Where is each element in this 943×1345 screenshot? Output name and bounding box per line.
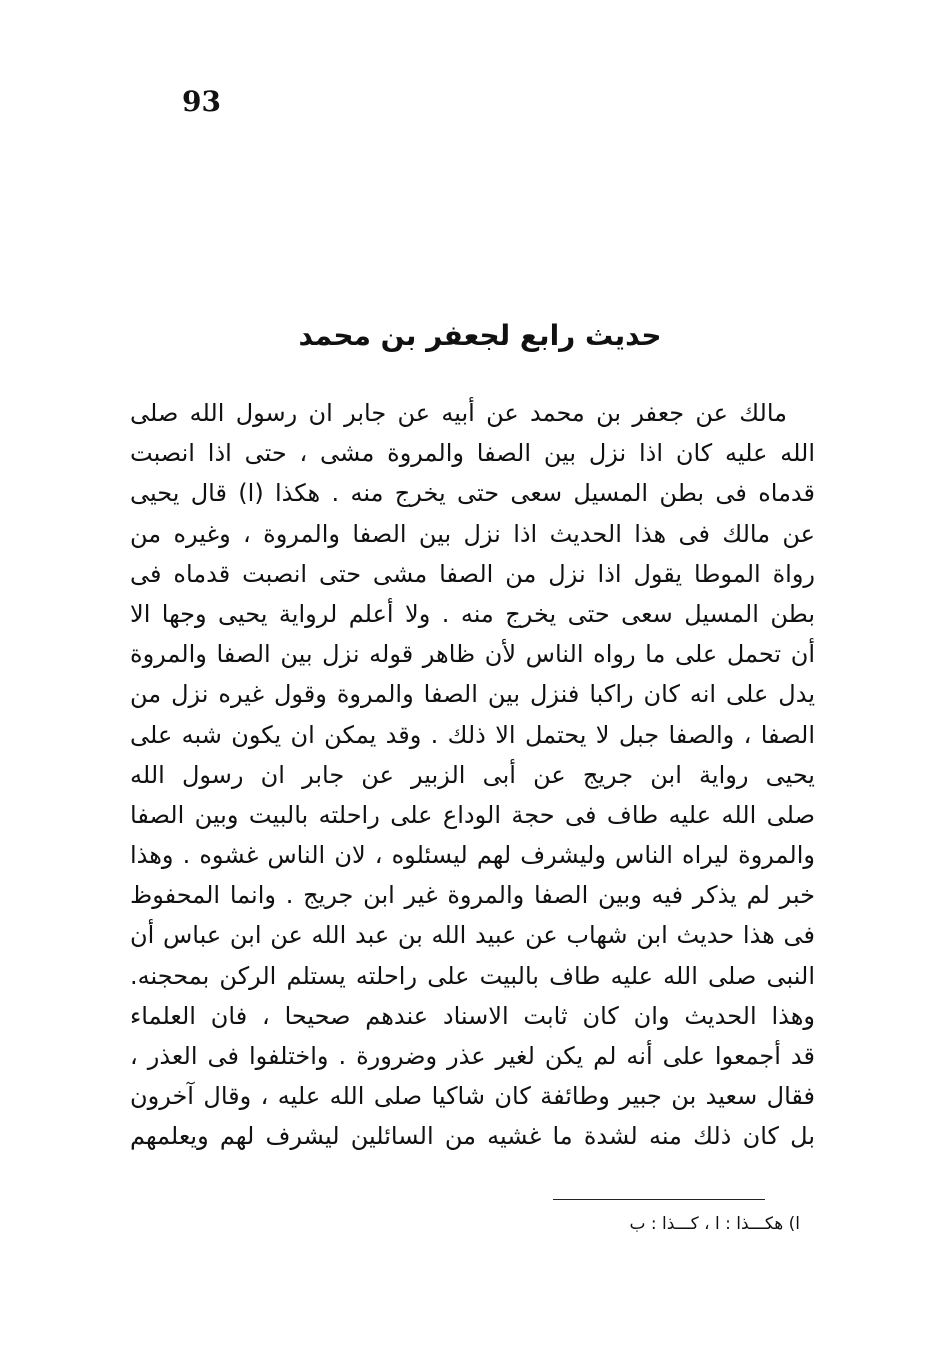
text-line: بل كان ذلك منه لشدة ما غشيه من السائلين ليشرف لهم ويعلمهم [130, 1122, 815, 1151]
text-line: الصفا ، والصفا جبل لا يحتمل الا ذلك . وقد يمكن ان يكون شبه على [130, 720, 815, 749]
text-line: فى هذا حديث ابن شهاب عن عبيد الله بن عبد الله عن ابن عباس أن [130, 921, 815, 950]
page-number: 93 [182, 85, 221, 118]
text-line: قد أجمعوا على أنه لم يكن لغير عذر وضرورة . واختلفوا فى العذر ، [130, 1042, 815, 1070]
text-line: وهذا الحديث وان كان ثابت الاسناد عندهم صحيحا ، فان العلماء [130, 1001, 815, 1030]
text-line: خبر لم يذكر فيه وبين الصفا والمروة غير ابن جريج . وانما المحفوظ [130, 881, 815, 910]
footnote: ا) هكـــذا : ا ، كـــذا : ب [629, 1214, 800, 1234]
footnote-divider [553, 1199, 765, 1200]
body-text [130, 393, 815, 1157]
text-line: الله عليه كان اذا نزل بين الصفا والمروة مشى ، حتى اذا انصبت [130, 439, 815, 468]
text-line: قدماه فى بطن المسيل سعى حتى يخرج منه . هكذا (ا) قال يحيى [130, 479, 815, 508]
text-line: صلى الله عليه طاف فى حجة الوداع على راحلته بالبيت وبين الصفا [130, 800, 815, 829]
text-line: يدل على انه كان راكبا فنزل بين الصفا والمروة وقول غيره نزل من [130, 680, 815, 709]
text-line: رواة الموطا يقول اذا نزل من الصفا مشى حتى انصبت قدماه فى [130, 559, 815, 588]
text-line: النبى صلى الله عليه طاف بالبيت على راحلته يستلم الركن بمحجنه. [130, 961, 815, 990]
text-line: أن تحمل على ما رواه الناس لأن ظاهر قوله نزل بين الصفا والمروة [130, 640, 815, 669]
text-line: يحيى رواية ابن جريج عن أبى الزبير عن جابر ان رسول الله [130, 760, 815, 789]
page-title: حديث رابع لجعفر بن محمد [298, 319, 662, 352]
text-line: عن مالك فى هذا الحديث اذا نزل بين الصفا والمروة ، وغيره من [130, 519, 815, 548]
text-line: بطن المسيل سعى حتى يخرج منه . ولا أعلم لرواية يحيى وجها الا [130, 599, 815, 628]
text-line: مالك عن جعفر بن محمد عن أبيه عن جابر ان رسول الله صلى [130, 399, 787, 427]
text-line: والمروة ليراه الناس وليشرف لهم ليسئلوه ، لان الناس غشوه . وهذا [130, 841, 815, 870]
text-line: فقال سعيد بن جبير وطائفة كان شاكيا صلى الله عليه ، وقال آخرون [130, 1082, 815, 1111]
